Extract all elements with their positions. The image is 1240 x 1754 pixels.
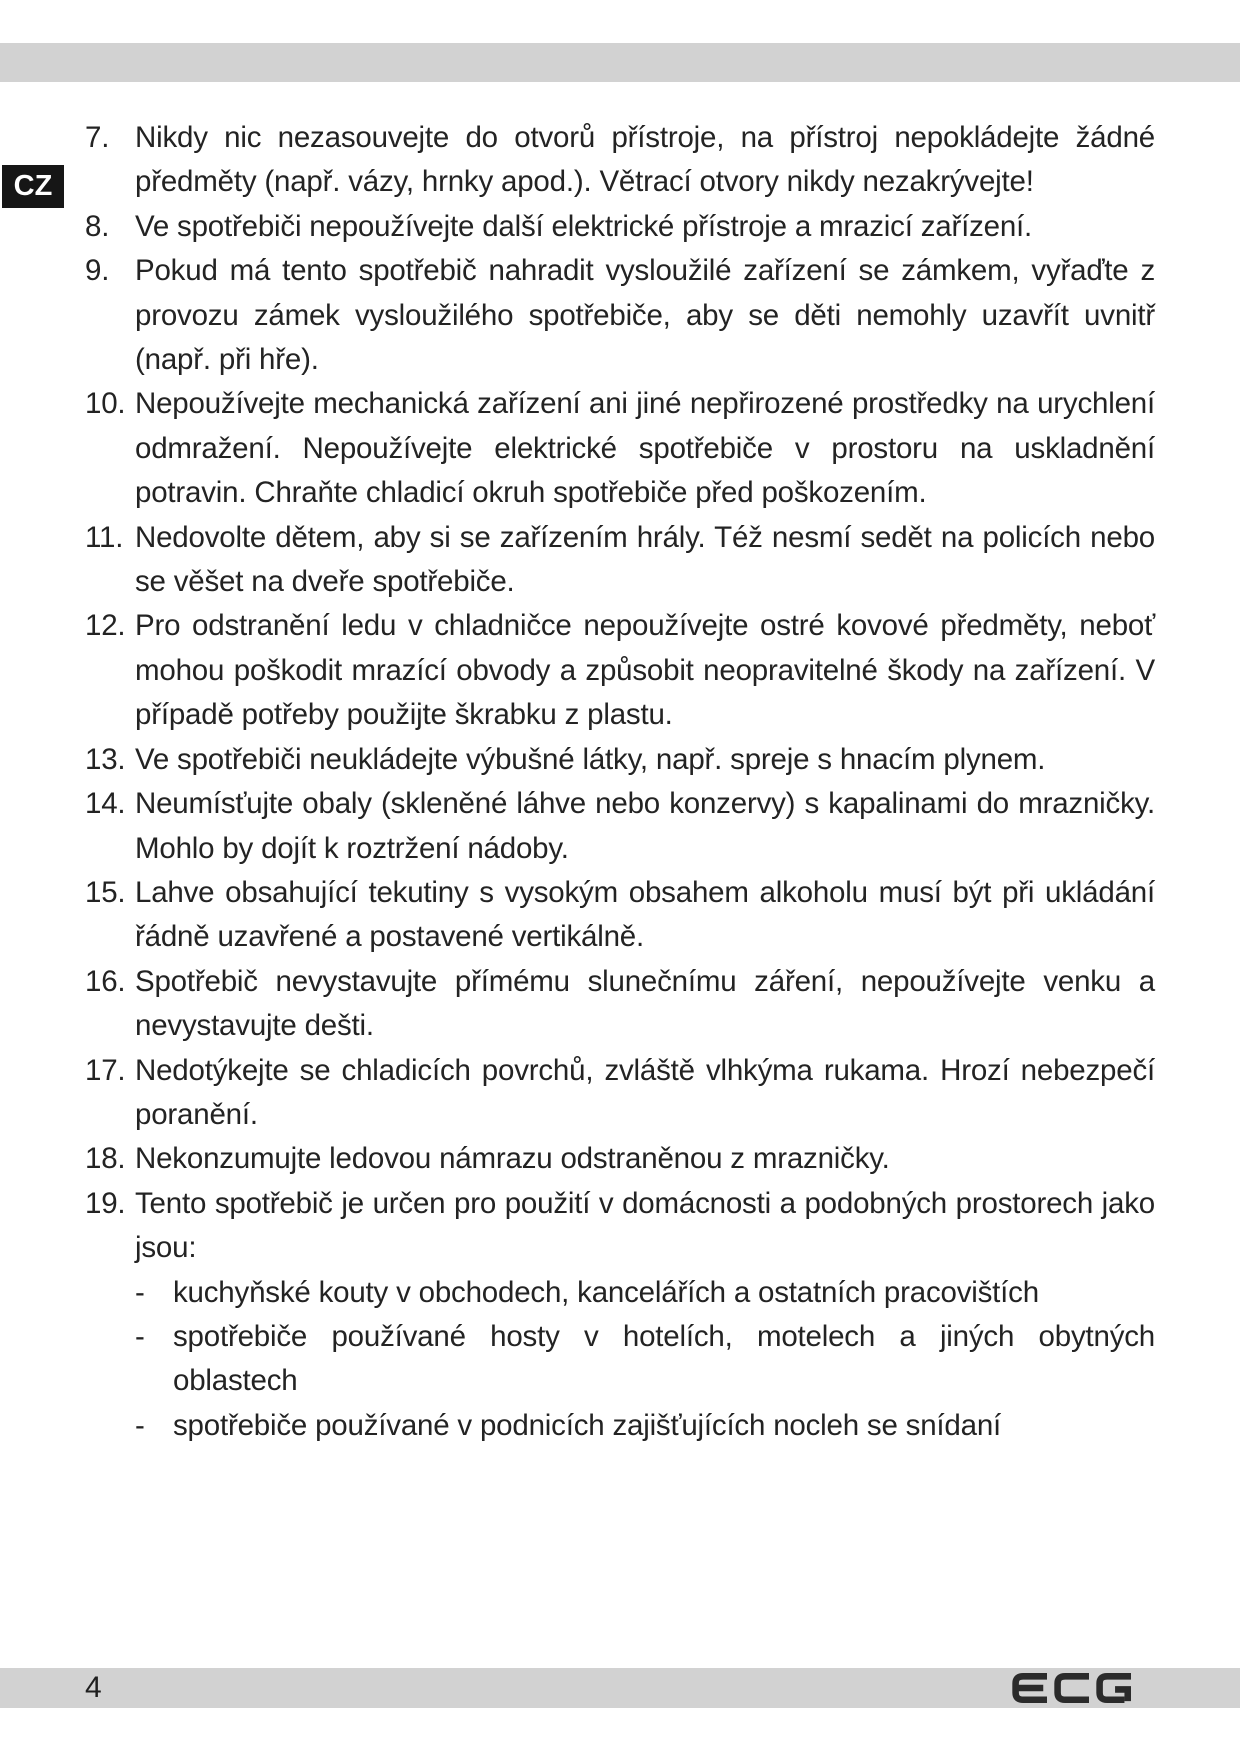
list-item xyxy=(85,116,1155,205)
list-item xyxy=(85,871,1155,960)
item-number: 13. xyxy=(85,742,126,776)
sub-list-item xyxy=(135,1315,1155,1404)
item-text: Nikdy nic nezasouvejte do otvorů přístroje, na přístroj nepokládejte žádné předměty (např. vázy, hrnky apod.). Větrací otvory nikdy nezakrývejte! xyxy=(135,121,1155,199)
ecg-logo xyxy=(1012,1673,1140,1703)
list-item xyxy=(85,1137,1155,1181)
item-number: 17. xyxy=(85,1053,126,1087)
item-number: 19. xyxy=(85,1186,126,1220)
item-text: Ve spotřebiči neukládejte výbušné látky, např. spreje s hnacím plynem. xyxy=(135,742,1046,776)
item-text: Lahve obsahující tekutiny s vysokým obsahem alkoholu musí být při ukládání řádně uzavřené a postavené vertikálně. xyxy=(135,875,1155,954)
list-item xyxy=(85,1049,1155,1138)
item-number: 12. xyxy=(85,609,126,643)
language-badge xyxy=(2,165,64,208)
list-item xyxy=(85,249,1155,382)
item-number: 10. xyxy=(85,387,126,421)
dash-bullet: - xyxy=(135,1408,145,1442)
list-item xyxy=(85,205,1155,249)
list-item xyxy=(85,960,1155,1049)
item-number: 9. xyxy=(85,254,110,288)
item-text: Tento spotřebič je určen pro použití v domácnosti a podobných prostorech jako jsou: xyxy=(135,1186,1155,1265)
sub-item-text: spotřebiče používané hosty v hotelích, motelech a jiných obytných oblastech xyxy=(173,1319,1155,1398)
sub-list-item xyxy=(135,1271,1155,1315)
list-item xyxy=(85,516,1155,605)
item-text: Nedotýkejte se chladicích povrchů, zvláště vlhkýma rukama. Hrozí nebezpečí poranění. xyxy=(135,1053,1155,1131)
list-item xyxy=(85,604,1155,737)
sub-item-text: spotřebiče používané v podnicích zajišťujících nocleh se snídaní xyxy=(173,1408,1002,1442)
item-text: Spotřebič nevystavujte přímému slunečnímu záření, nepoužívejte venku a nevystavujte dešti. xyxy=(135,964,1155,1043)
list-item xyxy=(85,382,1155,515)
page-number: 4 xyxy=(85,1671,102,1704)
list-item xyxy=(85,1182,1155,1448)
dash-bullet: - xyxy=(135,1275,145,1309)
sub-item-text: kuchyňské kouty v obchodech, kancelářích a ostatních pracovištích xyxy=(173,1275,1039,1309)
header-bar xyxy=(0,43,1240,82)
item-text: Nepoužívejte mechanická zařízení ani jiné nepřirozené prostředky na urychlení odmražení. Nepoužívejte elektrické spotřebiče v prostoru na uskladnění potravin. Chraňte chladicí okruh spotřebiče před poškozením. xyxy=(135,387,1155,510)
ecg-letter-g-icon xyxy=(1096,1673,1136,1703)
sub-list-item xyxy=(135,1404,1155,1448)
item-number: 18. xyxy=(85,1142,126,1176)
dash-bullet: - xyxy=(135,1319,145,1353)
list-item xyxy=(85,738,1155,782)
item-number: 11. xyxy=(85,520,124,554)
item-number: 16. xyxy=(85,964,126,998)
language-badge-label: CZ xyxy=(13,170,53,202)
item-text: Nekonzumujte ledovou námrazu odstraněnou z mrazničky. xyxy=(135,1142,890,1176)
item-number: 7. xyxy=(85,121,110,154)
item-text: Pro odstranění ledu v chladničce nepoužívejte ostré kovové předměty, neboť mohou poškodit mrazící obvody a způsobit neopravitelné škody na zařízení. V případě potřeby použijte škrabku z plastu. xyxy=(135,609,1155,732)
item-number: 14. xyxy=(85,787,126,821)
ecg-letter-c-icon xyxy=(1054,1673,1094,1703)
item-number: 15. xyxy=(85,875,126,909)
item-text: Neumísťujte obaly (skleněné láhve nebo konzervy) s kapalinami do mrazničky. Mohlo by dojít k roztržení nádoby. xyxy=(135,787,1155,865)
item-number: 8. xyxy=(85,209,110,243)
item-text: Ve spotřebiči nepoužívejte další elektrické přístroje a mrazicí zařízení. xyxy=(135,209,1033,243)
item-text: Nedovolte dětem, aby si se zařízením hrály. Též nesmí sedět na policích nebo se věšet na dveře spotřebiče. xyxy=(135,520,1155,599)
list-item xyxy=(85,782,1155,871)
item-text: Pokud má tento spotřebič nahradit vysloužilé zařízení se zámkem, vyřaďte z provozu zámek vysloužilého spotřebiče, aby se děti nemohly uzavřít uvnitř (např. při hře). xyxy=(135,254,1155,377)
safety-instructions-list xyxy=(85,116,1155,1448)
ecg-letter-e-icon xyxy=(1012,1673,1052,1703)
